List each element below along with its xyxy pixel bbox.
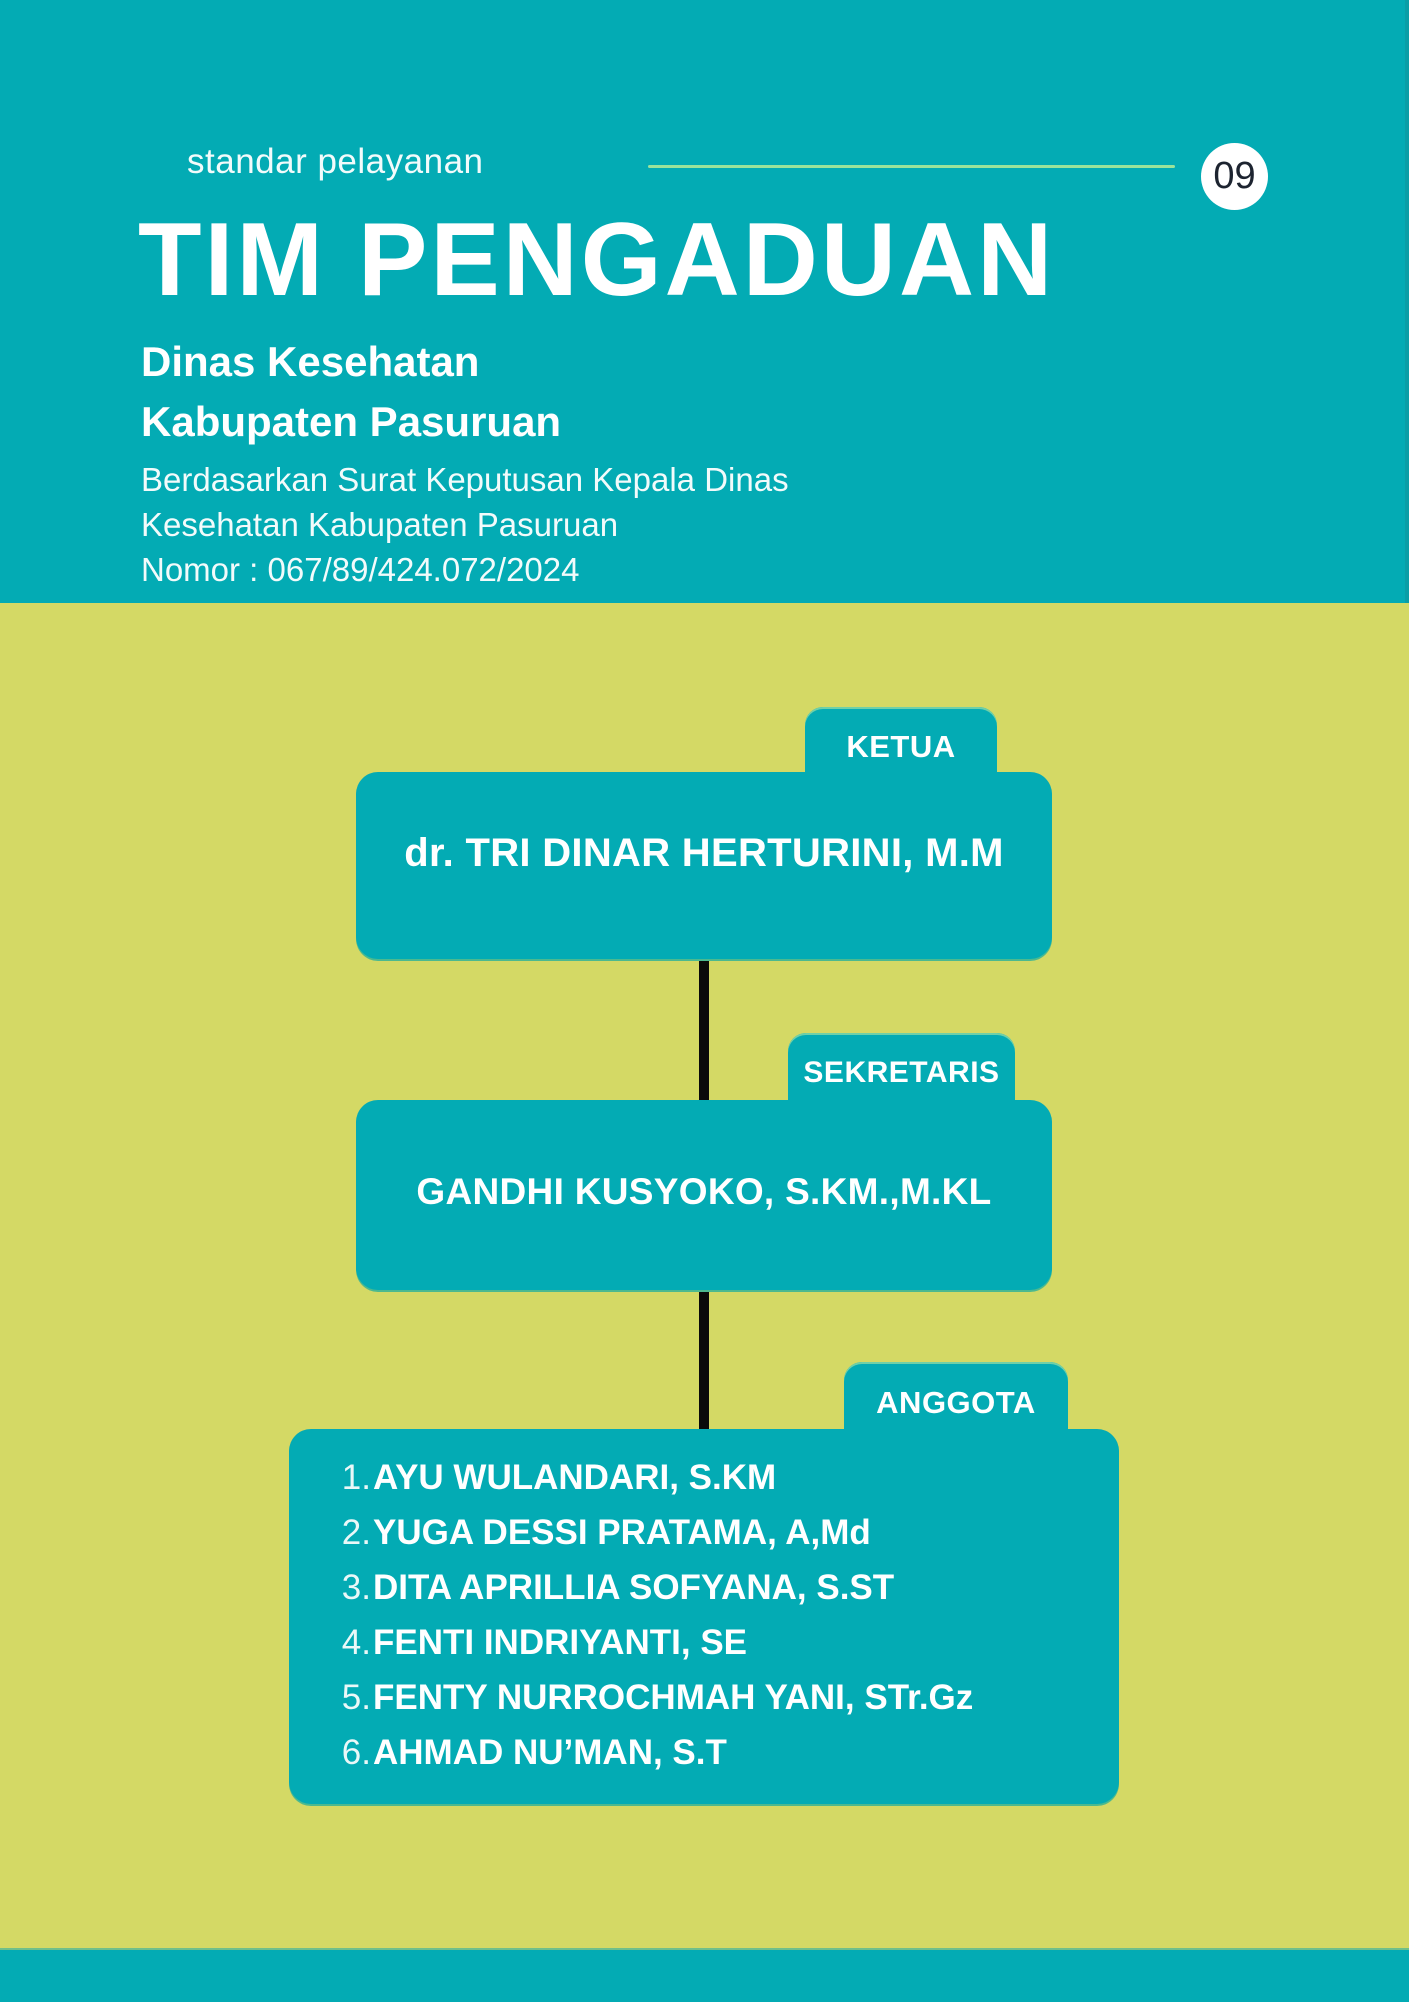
anggota-role-tab bbox=[844, 1362, 1068, 1432]
connector-sekretaris-anggota bbox=[699, 1289, 709, 1431]
member-number: 5. bbox=[341, 1678, 371, 1717]
member-item bbox=[335, 1670, 973, 1725]
ketua-role-tab bbox=[805, 707, 997, 775]
header-banner bbox=[0, 0, 1409, 603]
member-name: DITA APRILLIA SOFYANA, S.ST bbox=[373, 1568, 895, 1607]
sekretaris-box bbox=[356, 1100, 1052, 1290]
anggota-box bbox=[289, 1429, 1119, 1804]
member-number: 6. bbox=[341, 1733, 371, 1772]
ketua-name: dr. TRI DINAR HERTURINI, M.M bbox=[404, 831, 1004, 875]
member-number: 2. bbox=[341, 1513, 371, 1552]
org-name-line-2: Kabupaten Pasuruan bbox=[141, 398, 562, 445]
member-item bbox=[335, 1615, 747, 1670]
decree-line-1: Berdasarkan Surat Keputusan Kepala Dinas bbox=[141, 461, 789, 498]
anggota-role-label: ANGGOTA bbox=[876, 1385, 1036, 1420]
decree-number: Nomor : 067/89/424.072/2024 bbox=[141, 551, 580, 588]
sekretaris-role-label: SEKRETARIS bbox=[803, 1056, 1000, 1089]
decree-line-2: Kesehatan Kabupaten Pasuruan bbox=[141, 506, 619, 543]
member-number: 3. bbox=[341, 1568, 371, 1607]
member-name: FENTY NURROCHMAH YANI, STr.Gz bbox=[373, 1678, 974, 1717]
sekretaris-role-tab bbox=[788, 1033, 1015, 1103]
connector-ketua-sekretaris bbox=[699, 958, 709, 1102]
ketua-box bbox=[356, 772, 1052, 959]
header-edge bbox=[1405, 0, 1409, 603]
page-number-badge: 09 bbox=[1201, 143, 1268, 210]
ketua-role-label: KETUA bbox=[846, 729, 956, 764]
member-item bbox=[335, 1725, 727, 1780]
member-item bbox=[335, 1560, 894, 1615]
member-name: AHMAD NU’MAN, S.T bbox=[373, 1733, 727, 1772]
sekretaris-name: GANDHI KUSYOKO, S.KM.,M.KL bbox=[416, 1171, 992, 1212]
member-item bbox=[335, 1450, 776, 1505]
footer-band bbox=[0, 1948, 1409, 2002]
kicker-text: standar pelayanan bbox=[187, 142, 484, 181]
member-item bbox=[335, 1505, 871, 1560]
member-name: AYU WULANDARI, S.KM bbox=[373, 1458, 777, 1497]
member-name: YUGA DESSI PRATAMA, A,Md bbox=[373, 1513, 871, 1552]
header-divider bbox=[648, 165, 1175, 168]
member-number: 4. bbox=[341, 1623, 371, 1662]
member-number: 1. bbox=[341, 1458, 371, 1497]
page-title: TIM PENGADUAN bbox=[138, 202, 1056, 318]
member-name: FENTI INDRIYANTI, SE bbox=[373, 1623, 748, 1662]
org-name-line-1: Dinas Kesehatan bbox=[141, 338, 480, 385]
